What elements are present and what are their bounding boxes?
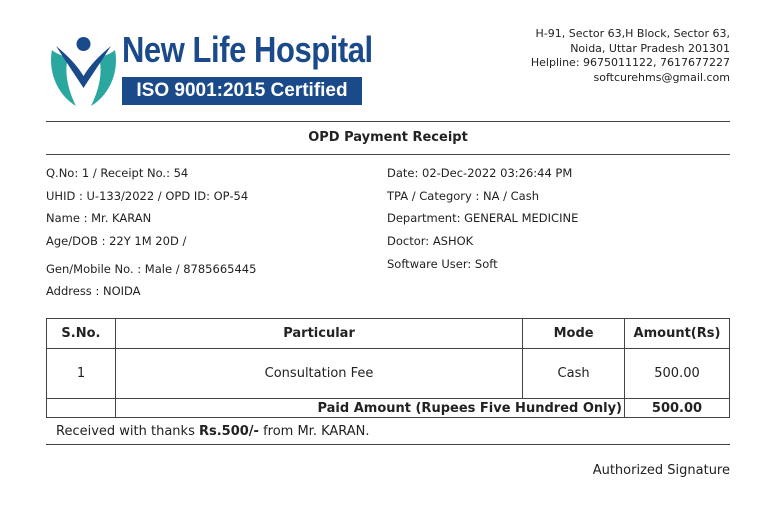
row-sno: 1	[47, 349, 116, 399]
hospital-name: New Life Hospital	[122, 29, 373, 70]
row-mode: Cash	[523, 349, 625, 399]
helpline: Helpline: 9675011122, 7617677227	[530, 56, 730, 69]
total-spacer	[47, 399, 116, 418]
received-prefix: Received with thanks	[56, 424, 199, 439]
receipt-date: Date: 02-Dec-2022 03:26:44 PM	[387, 166, 573, 180]
table-header-row	[47, 319, 730, 349]
table-row	[47, 349, 730, 399]
tpa-category: TPA / Category : NA / Cash	[387, 189, 540, 203]
row-amount: 500.00	[625, 349, 730, 399]
patient-name: Name : Mr. KARAN	[46, 211, 152, 225]
patient-age: Age/DOB : 22Y 1M 20D /	[46, 234, 187, 248]
hospital-logo-icon	[46, 28, 121, 108]
divider	[46, 121, 730, 122]
row-particular: Consultation Fee	[115, 349, 522, 399]
software-user: Software User: Soft	[387, 257, 498, 271]
department: Department: GENERAL MEDICINE	[387, 211, 579, 225]
received-amount: Rs.500/-	[198, 424, 259, 439]
column-header-amount: Amount(Rs)	[625, 319, 730, 349]
column-header-particular: Particular	[115, 319, 522, 349]
received-note	[56, 424, 370, 439]
doctor: Doctor: ASHOK	[387, 234, 474, 248]
certification-badge: ISO 9001:2015 Certified	[122, 77, 362, 105]
queue-receipt-number: Q.No: 1 / Receipt No.: 54	[46, 166, 189, 180]
total-amount: 500.00	[625, 399, 730, 418]
total-label: Paid Amount (Rupees Five Hundred Only)	[115, 399, 624, 418]
patient-address: Address : NOIDA	[46, 284, 141, 298]
email: softcurehms@gmail.com	[593, 70, 730, 84]
received-suffix: from Mr. KARAN.	[258, 424, 370, 439]
divider	[46, 154, 730, 155]
hospital-address-block	[531, 27, 730, 85]
column-header-sno: S.No.	[47, 319, 116, 349]
column-header-mode: Mode	[523, 319, 625, 349]
uhid-opd-id: UHID : U-133/2022 / OPD ID: OP-54	[46, 189, 249, 203]
receipt-title: OPD Payment Receipt	[308, 130, 468, 145]
divider	[46, 444, 730, 445]
address-line-1: H-91, Sector 63,H Block, Sector 63,	[535, 27, 730, 40]
address-line-2: Noida, Uttar Pradesh 201301	[570, 41, 730, 55]
payment-table	[46, 318, 730, 418]
gender-mobile: Gen/Mobile No. : Male / 8785665445	[46, 262, 257, 276]
total-row	[47, 399, 730, 418]
authorized-signature: Authorized Signature	[592, 463, 730, 478]
